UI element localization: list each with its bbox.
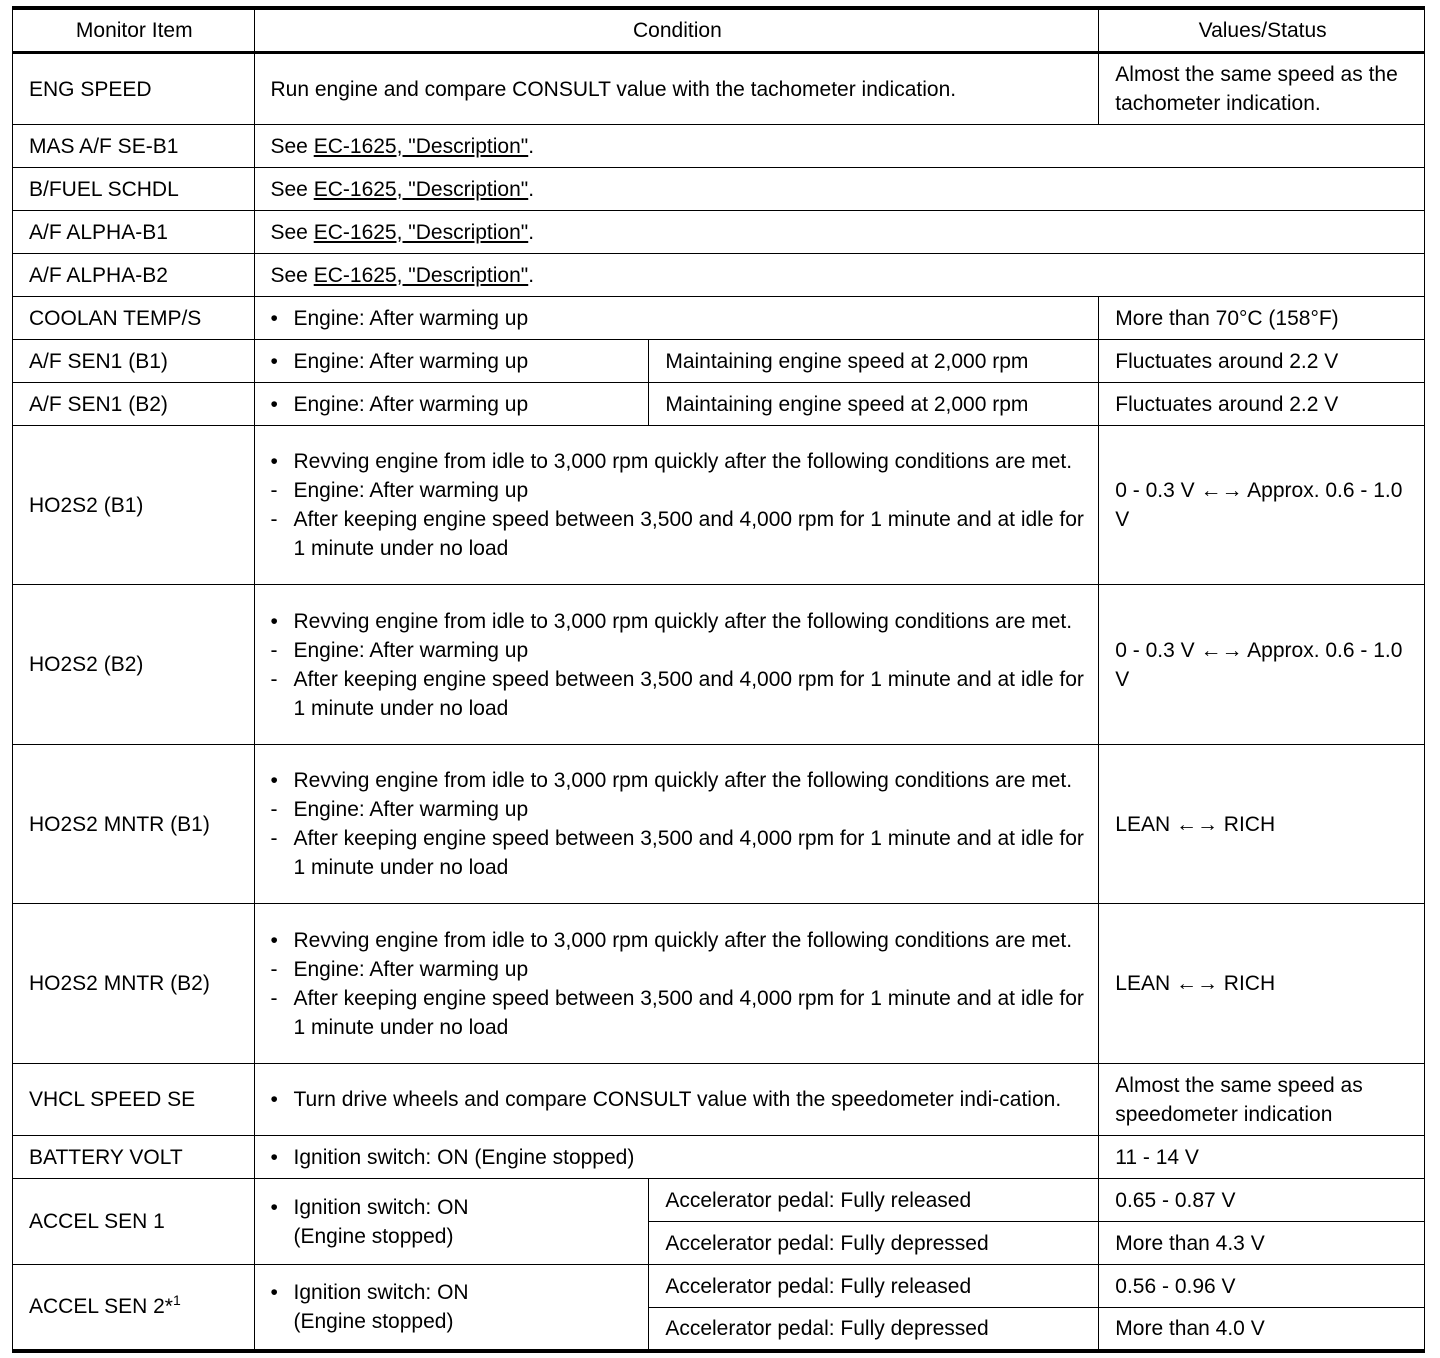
dash: - — [270, 508, 278, 531]
bullet: • — [270, 1280, 278, 1304]
condition-text: Engine: After warming up — [293, 306, 529, 330]
table-row — [13, 211, 1425, 254]
description-link[interactable]: EC-1625, "Description" — [313, 177, 529, 201]
condition-line: Ignition switch: ON — [293, 1195, 469, 1219]
condition-cell — [254, 426, 1099, 585]
value-text: 0 - 0.3 V ←→ Approx. 0.6 - 1.0 V — [1099, 426, 1425, 585]
condition-text: Engine: After warming up — [293, 479, 529, 502]
value-text: More than 70°C (158°F) — [1099, 297, 1425, 340]
condition-text: Engine: After warming up — [293, 798, 529, 821]
dash: - — [270, 986, 278, 1010]
description-link[interactable]: EC-1625, "Description" — [313, 263, 529, 287]
condition-text: After keeping engine speed between 3,500 and 4,000 rpm for 1 minute and at idle for 1 minute under no load — [293, 508, 1084, 560]
see-label: See — [270, 177, 308, 201]
monitor-item: ACCEL SEN 1 — [13, 1179, 255, 1265]
bullet: • — [270, 1195, 278, 1219]
condition-cell — [254, 383, 649, 426]
value-text: More than 4.0 V — [1099, 1308, 1425, 1351]
condition-text — [294, 1278, 635, 1336]
monitor-item: BATTERY VOLT — [13, 1136, 255, 1179]
monitor-item: A/F ALPHA-B1 — [13, 211, 255, 254]
condition-line: Ignition switch: ON — [293, 1280, 469, 1304]
condition-text: Engine: After warming up — [293, 349, 529, 373]
bullet: • — [270, 609, 278, 633]
condition-cell — [254, 904, 1099, 1064]
value-text: Almost the same speed as the tachometer indication. — [1099, 53, 1425, 125]
table-row — [13, 53, 1425, 125]
table-row — [13, 426, 1425, 585]
value-text: LEAN ←→ RICH — [1099, 904, 1425, 1064]
monitor-item: HO2S2 (B2) — [13, 585, 255, 745]
header-row — [13, 8, 1425, 53]
condition-text: Turn drive wheels and compare CONSULT value with the speedometer indi-cation. — [293, 1088, 1062, 1111]
monitor-item: HO2S2 MNTR (B2) — [13, 904, 255, 1064]
table-row — [13, 254, 1425, 297]
monitor-item: B/FUEL SCHDL — [13, 168, 255, 211]
see-label: See — [270, 134, 308, 158]
condition-line: (Engine stopped) — [293, 1309, 454, 1333]
sub-condition: Accelerator pedal: Fully released — [649, 1265, 1099, 1308]
dash: - — [270, 667, 278, 691]
table-row — [13, 1064, 1425, 1136]
condition-cell — [254, 1265, 649, 1351]
value-text: 0.65 - 0.87 V — [1099, 1179, 1425, 1222]
condition-text: Engine: After warming up — [293, 392, 529, 416]
table-row — [13, 1136, 1425, 1179]
value-text: 11 - 14 V — [1099, 1136, 1425, 1179]
see-suffix: . — [528, 177, 535, 201]
condition-cell — [254, 297, 1099, 340]
sub-condition: Accelerator pedal: Fully depressed — [649, 1222, 1099, 1265]
table-row — [13, 1179, 1425, 1222]
bullet: • — [270, 349, 278, 373]
table-row — [13, 585, 1425, 745]
dash: - — [270, 798, 278, 821]
table-row — [13, 340, 1425, 383]
header-values-status: Values/Status — [1099, 8, 1425, 53]
monitor-item: A/F SEN1 (B2) — [13, 383, 255, 426]
condition-text: Engine: After warming up — [293, 638, 529, 662]
condition-cell — [254, 745, 1099, 904]
condition-cell — [254, 1179, 649, 1265]
monitor-item-label: ACCEL SEN 2* — [29, 1295, 173, 1319]
table-row — [13, 904, 1425, 1064]
condition-text: After keeping engine speed between 3,500 and 4,000 rpm for 1 minute and at idle for 1 minute under no load — [293, 986, 1084, 1039]
condition-reference — [254, 211, 1425, 254]
header-condition: Condition — [254, 8, 1099, 53]
condition-text: Engine: After warming up — [293, 957, 529, 981]
see-suffix: . — [528, 134, 535, 158]
condition-cell — [254, 1136, 1099, 1179]
table-row — [13, 125, 1425, 168]
value-text: Almost the same speed as speedometer indication — [1099, 1064, 1425, 1136]
condition-text: Revving engine from idle to 3,000 rpm quickly after the following conditions are met. — [293, 769, 1073, 792]
condition-text: After keeping engine speed between 3,500 and 4,000 rpm for 1 minute and at idle for 1 minute under no load — [293, 667, 1084, 720]
condition-text: Ignition switch: ON (Engine stopped) — [293, 1145, 635, 1169]
condition-cell — [254, 1064, 1099, 1136]
see-suffix: . — [528, 263, 535, 287]
sub-condition: Maintaining engine speed at 2,000 rpm — [649, 383, 1099, 426]
bullet: • — [270, 392, 278, 416]
see-suffix: . — [528, 220, 535, 244]
condition-text: Revving engine from idle to 3,000 rpm quickly after the following conditions are met. — [293, 928, 1073, 952]
condition-text: Run engine and compare CONSULT value with the tachometer indication. — [254, 53, 1099, 125]
sub-condition: Maintaining engine speed at 2,000 rpm — [649, 340, 1099, 383]
bullet: • — [270, 450, 278, 473]
bullet: • — [270, 306, 278, 330]
monitor-item: COOLAN TEMP/S — [13, 297, 255, 340]
description-link[interactable]: EC-1625, "Description" — [313, 134, 529, 158]
header-monitor-item: Monitor Item — [13, 8, 255, 53]
table-row — [13, 383, 1425, 426]
see-label: See — [270, 220, 308, 244]
condition-text: Revving engine from idle to 3,000 rpm quickly after the following conditions are met. — [293, 609, 1073, 633]
monitor-item: VHCL SPEED SE — [13, 1064, 255, 1136]
description-link[interactable]: EC-1625, "Description" — [313, 220, 529, 244]
bullet: • — [270, 1145, 278, 1169]
condition-reference — [254, 254, 1425, 297]
value-text: LEAN ←→ RICH — [1099, 745, 1425, 904]
footnote-marker: 1 — [172, 1292, 181, 1309]
value-text: 0 - 0.3 V ←→ Approx. 0.6 - 1.0 V — [1099, 585, 1425, 745]
value-text: Fluctuates around 2.2 V — [1099, 383, 1425, 426]
dash: - — [270, 479, 278, 502]
condition-reference — [254, 168, 1425, 211]
bullet: • — [270, 769, 278, 792]
monitor-item: HO2S2 (B1) — [13, 426, 255, 585]
dash: - — [270, 957, 278, 981]
monitor-item: ENG SPEED — [13, 53, 255, 125]
table-row — [13, 168, 1425, 211]
monitor-item: HO2S2 MNTR (B1) — [13, 745, 255, 904]
monitor-item: MAS A/F SE-B1 — [13, 125, 255, 168]
monitor-item-table — [12, 6, 1425, 1353]
bullet: • — [270, 928, 278, 952]
value-text: More than 4.3 V — [1099, 1222, 1425, 1265]
condition-line: (Engine stopped) — [293, 1224, 454, 1248]
sub-condition: Accelerator pedal: Fully depressed — [649, 1308, 1099, 1351]
see-label: See — [270, 263, 308, 287]
condition-text: After keeping engine speed between 3,500 and 4,000 rpm for 1 minute and at idle for 1 minute under no load — [293, 827, 1084, 879]
table-row — [13, 745, 1425, 904]
monitor-item: A/F ALPHA-B2 — [13, 254, 255, 297]
table-row — [13, 1265, 1425, 1308]
monitor-item: A/F SEN1 (B1) — [13, 340, 255, 383]
dash: - — [270, 638, 278, 662]
value-text: Fluctuates around 2.2 V — [1099, 340, 1425, 383]
table-row — [13, 297, 1425, 340]
bullet: • — [270, 1088, 278, 1111]
dash: - — [270, 827, 278, 850]
value-text: 0.56 - 0.96 V — [1099, 1265, 1425, 1308]
condition-cell — [254, 340, 649, 383]
monitor-item — [13, 1265, 255, 1351]
condition-cell — [254, 585, 1099, 745]
condition-text: Revving engine from idle to 3,000 rpm quickly after the following conditions are met. — [293, 450, 1073, 473]
condition-text — [294, 1193, 635, 1251]
sub-condition: Accelerator pedal: Fully released — [649, 1179, 1099, 1222]
condition-reference — [254, 125, 1425, 168]
